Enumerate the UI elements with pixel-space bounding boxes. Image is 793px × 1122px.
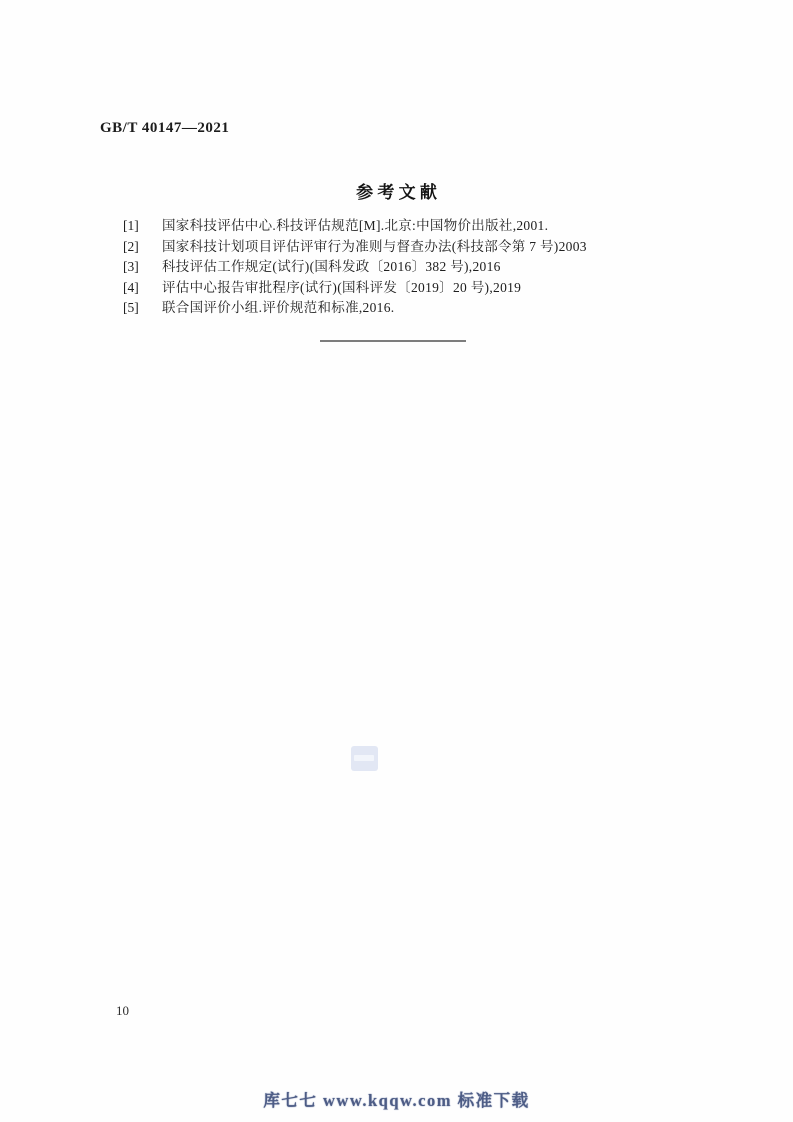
footer-watermark-text: 库七七 www.kqqw.com 标准下载 — [263, 1091, 530, 1110]
reference-item — [123, 257, 623, 278]
reference-number: [5] — [123, 300, 139, 316]
reference-number: [2] — [123, 238, 139, 254]
reference-item — [123, 298, 623, 319]
reference-text: 国家科技评估中心.科技评估规范[M].北京:中国物价出版社,2001. — [162, 218, 549, 233]
reference-text: 联合国评价小组.评价规范和标准,2016. — [162, 300, 395, 316]
reference-text: 国家科技计划项目评估评审行为准则与督查办法(科技部令第 7 号)2003 — [162, 238, 587, 254]
references-list — [123, 216, 623, 319]
reference-number: [4] — [123, 279, 139, 295]
reference-item — [123, 278, 623, 299]
page-number: 10 — [116, 1003, 129, 1018]
reference-item — [123, 216, 623, 237]
reference-text: 评估中心报告审批程序(试行)(国科评发〔2019〕20 号),2019 — [162, 279, 522, 295]
watermark-stamp-bar — [354, 755, 374, 761]
references-title: 参 考 文 献 — [356, 183, 437, 202]
reference-item — [123, 237, 623, 258]
watermark-stamp-icon — [351, 746, 378, 771]
reference-number: [3] — [123, 259, 139, 275]
reference-text: 科技评估工作规定(试行)(国科发政〔2016〕382 号),2016 — [162, 259, 501, 275]
reference-number: [1] — [123, 218, 139, 233]
end-of-document-rule — [320, 340, 466, 342]
standard-number: GB/T 40147—2021 — [100, 120, 230, 136]
